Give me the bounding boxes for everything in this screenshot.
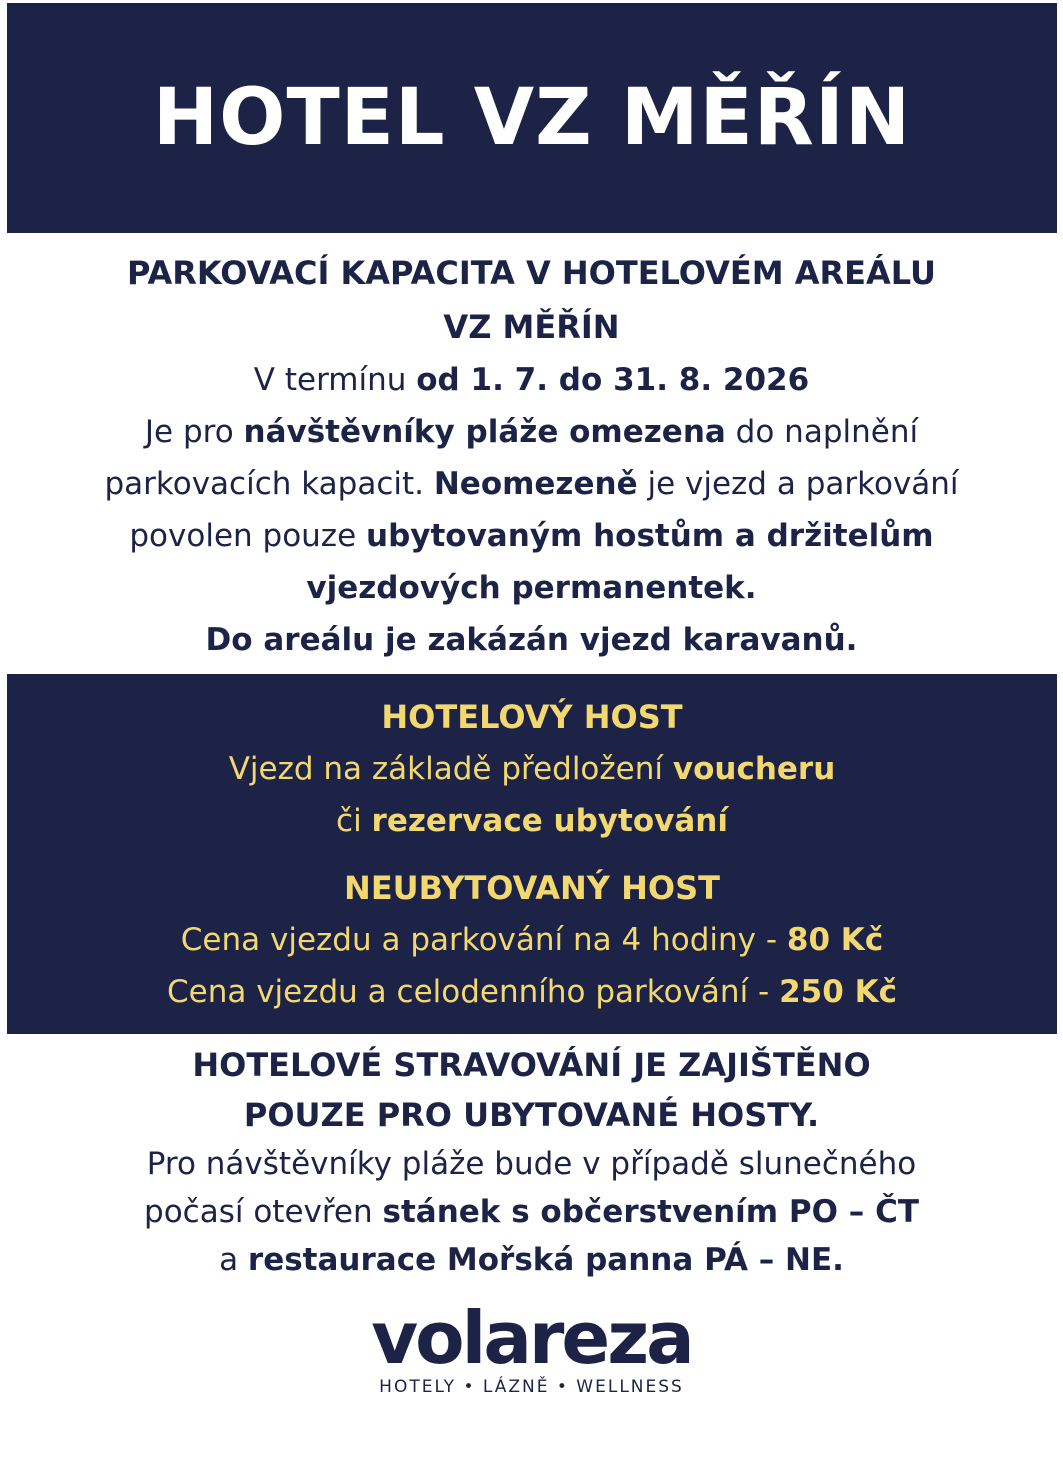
dining-section bbox=[0, 1040, 1063, 1284]
dining-heading-line1: HOTELOVÉ STRAVOVÁNÍ JE ZAJIŠTĚNO bbox=[192, 1046, 871, 1084]
header-banner bbox=[7, 3, 1057, 233]
non-guest-heading: NEUBYTOVANÝ HOST bbox=[344, 869, 720, 907]
non-guest-block bbox=[7, 862, 1057, 1018]
text-bold: ubytovaným hostům a držitelům bbox=[366, 518, 934, 554]
text-span: Cena vjezdu a parkování na 4 hodiny - bbox=[180, 922, 787, 958]
dining-heading-line2: POUZE PRO UBYTOVANÉ HOSTY. bbox=[243, 1096, 820, 1134]
text-bold: Neomezeně bbox=[433, 466, 638, 502]
text-span: a bbox=[219, 1242, 248, 1278]
logo-wordmark: volareza bbox=[371, 1296, 692, 1380]
text-bold: vjezdových permanentek. bbox=[306, 570, 757, 606]
text-span: Vjezd na základě předložení bbox=[228, 751, 673, 787]
text-bold: voucheru bbox=[672, 751, 836, 787]
hotel-title: HOTEL VZ MĚŘÍN bbox=[152, 73, 912, 163]
price-full-day bbox=[7, 966, 1057, 1018]
caravan-ban bbox=[0, 614, 1063, 666]
text-bold: stánek s občerstvením PO – ČT bbox=[382, 1194, 919, 1230]
parking-text-line3 bbox=[0, 458, 1063, 510]
date-range: od 1. 7. do 31. 8. 2026 bbox=[416, 362, 810, 398]
text-bold: restaurace Mořská panna PÁ – NE. bbox=[247, 1242, 844, 1278]
text-span: parkovacích kapacit. bbox=[104, 466, 434, 502]
parking-heading-line2: VZ MĚŘÍN bbox=[443, 308, 620, 346]
parking-heading-line1: PARKOVACÍ KAPACITA V HOTELOVÉM AREÁLU bbox=[126, 254, 937, 292]
text-span: Cena vjezdu a celodenního parkování - bbox=[166, 974, 780, 1010]
parking-text-line4 bbox=[0, 510, 1063, 562]
text-bold: rezervace ubytování bbox=[371, 803, 728, 839]
logo-tagline: HOTELY • LÁZNĚ • WELLNESS bbox=[379, 1377, 684, 1397]
text-bold: návštěvníky pláže omezena bbox=[243, 414, 726, 450]
text-span: povolen pouze bbox=[129, 518, 367, 554]
text-span: V termínu bbox=[253, 362, 417, 398]
volareza-logo bbox=[0, 1296, 1063, 1398]
price-value: 250 Kč bbox=[779, 974, 897, 1010]
parking-text-line2 bbox=[0, 406, 1063, 458]
hotel-guest-line1 bbox=[7, 743, 1057, 795]
text-span: Je pro bbox=[144, 414, 244, 450]
text-span: počasí otevřen bbox=[144, 1194, 383, 1230]
hotel-guest-heading: HOTELOVÝ HOST bbox=[381, 698, 683, 736]
parking-text-line5 bbox=[0, 562, 1063, 614]
hotel-guest-line2 bbox=[7, 795, 1057, 847]
text-span: či bbox=[336, 803, 372, 839]
text-span: je vjezd a parkování bbox=[637, 466, 959, 502]
dining-text-line1: Pro návštěvníky pláže bude v případě slunečného bbox=[146, 1146, 917, 1182]
text-span: do naplnění bbox=[725, 414, 919, 450]
parking-section bbox=[0, 246, 1063, 666]
dining-text-line2 bbox=[0, 1188, 1063, 1236]
price-4-hours bbox=[7, 914, 1057, 966]
parking-date-line bbox=[0, 354, 1063, 406]
price-value: 80 Kč bbox=[786, 922, 884, 958]
hotel-guest-block bbox=[7, 691, 1057, 847]
guest-info-band bbox=[7, 674, 1057, 1034]
dining-text-line3 bbox=[0, 1236, 1063, 1284]
text-bold: Do areálu je zakázán vjezd karavanů. bbox=[205, 622, 858, 658]
